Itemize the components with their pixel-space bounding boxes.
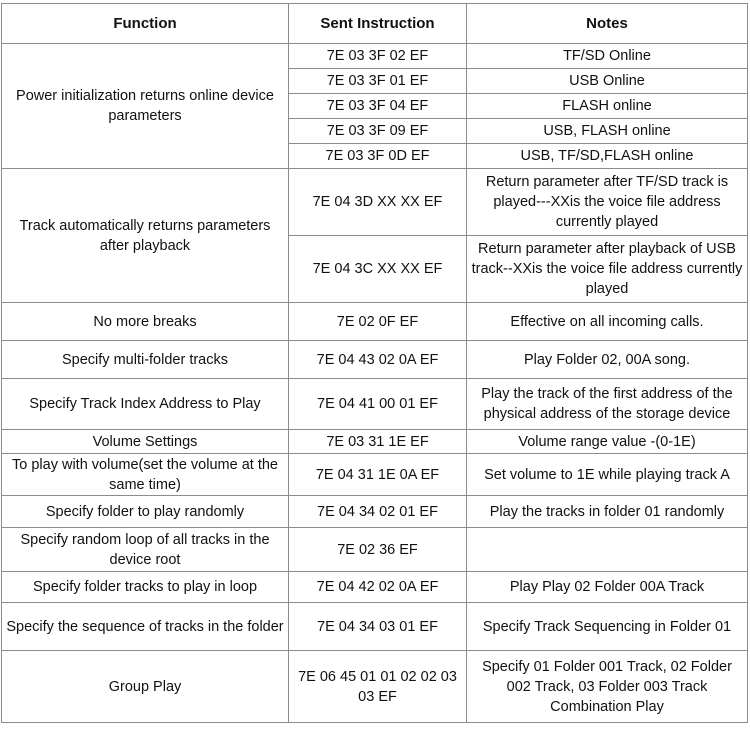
table-row	[2, 169, 748, 236]
header-notes: Notes	[467, 4, 748, 44]
table-row	[2, 430, 748, 454]
table-row	[2, 651, 748, 723]
notes-cell: Return parameter after TF/SD track is played---XXis the voice file address currently played	[467, 169, 748, 236]
notes-cell: Play the tracks in folder 01 randomly	[467, 496, 748, 528]
instruction-cell: 7E 03 3F 0D EF	[289, 144, 467, 169]
instruction-cell: 7E 03 3F 09 EF	[289, 119, 467, 144]
function-cell: Specify Track Index Address to Play	[2, 379, 289, 430]
table-row	[2, 454, 748, 496]
notes-cell: USB, FLASH online	[467, 119, 748, 144]
function-cell: Track automatically returns parameters after playback	[2, 169, 289, 303]
instruction-cell: 7E 04 3D XX XX EF	[289, 169, 467, 236]
instruction-cell: 7E 06 45 01 01 02 02 03 03 EF	[289, 651, 467, 723]
table-row	[2, 572, 748, 603]
instruction-cell: 7E 04 31 1E 0A EF	[289, 454, 467, 496]
table-row	[2, 603, 748, 651]
notes-cell: Effective on all incoming calls.	[467, 303, 748, 341]
instruction-cell: 7E 04 41 00 01 EF	[289, 379, 467, 430]
header-function: Function	[2, 4, 289, 44]
table-row	[2, 496, 748, 528]
notes-cell: Return parameter after playback of USB track--XXis the voice file address currently played	[467, 236, 748, 303]
header-row	[2, 4, 748, 44]
table-row	[2, 528, 748, 572]
instruction-cell: 7E 02 36 EF	[289, 528, 467, 572]
function-cell: To play with volume(set the volume at the same time)	[2, 454, 289, 496]
notes-cell: Play Play 02 Folder 00A Track	[467, 572, 748, 603]
instruction-cell: 7E 03 31 1E EF	[289, 430, 467, 454]
header-sent-instruction: Sent Instruction	[289, 4, 467, 44]
function-cell: Specify random loop of all tracks in the device root	[2, 528, 289, 572]
notes-cell: Volume range value -(0-1E)	[467, 430, 748, 454]
notes-cell: Play the track of the first address of the physical address of the storage device	[467, 379, 748, 430]
function-cell: Power initialization returns online device parameters	[2, 44, 289, 169]
instruction-cell: 7E 03 3F 04 EF	[289, 94, 467, 119]
instruction-cell: 7E 03 3F 02 EF	[289, 44, 467, 69]
instruction-cell: 7E 04 3C XX XX EF	[289, 236, 467, 303]
notes-cell: Set volume to 1E while playing track A	[467, 454, 748, 496]
notes-cell: Specify Track Sequencing in Folder 01	[467, 603, 748, 651]
function-cell: No more breaks	[2, 303, 289, 341]
function-cell: Specify folder tracks to play in loop	[2, 572, 289, 603]
notes-cell: Specify 01 Folder 001 Track, 02 Folder 002 Track, 03 Folder 003 Track Combination Play	[467, 651, 748, 723]
notes-cell: FLASH online	[467, 94, 748, 119]
notes-cell: Play Folder 02, 00A song.	[467, 341, 748, 379]
instruction-cell: 7E 04 43 02 0A EF	[289, 341, 467, 379]
instruction-cell: 7E 02 0F EF	[289, 303, 467, 341]
function-cell: Specify multi-folder tracks	[2, 341, 289, 379]
function-cell: Specify the sequence of tracks in the folder	[2, 603, 289, 651]
table-row	[2, 303, 748, 341]
instruction-table	[1, 3, 748, 723]
function-cell: Group Play	[2, 651, 289, 723]
instruction-cell: 7E 04 42 02 0A EF	[289, 572, 467, 603]
table-row	[2, 44, 748, 69]
instruction-cell: 7E 04 34 02 01 EF	[289, 496, 467, 528]
instruction-cell: 7E 04 34 03 01 EF	[289, 603, 467, 651]
instruction-cell: 7E 03 3F 01 EF	[289, 69, 467, 94]
table-row	[2, 341, 748, 379]
function-cell: Specify folder to play randomly	[2, 496, 289, 528]
function-cell: Volume Settings	[2, 430, 289, 454]
notes-cell: USB, TF/SD,FLASH online	[467, 144, 748, 169]
notes-cell: USB Online	[467, 69, 748, 94]
table-row	[2, 379, 748, 430]
notes-cell: TF/SD Online	[467, 44, 748, 69]
notes-cell	[467, 528, 748, 572]
